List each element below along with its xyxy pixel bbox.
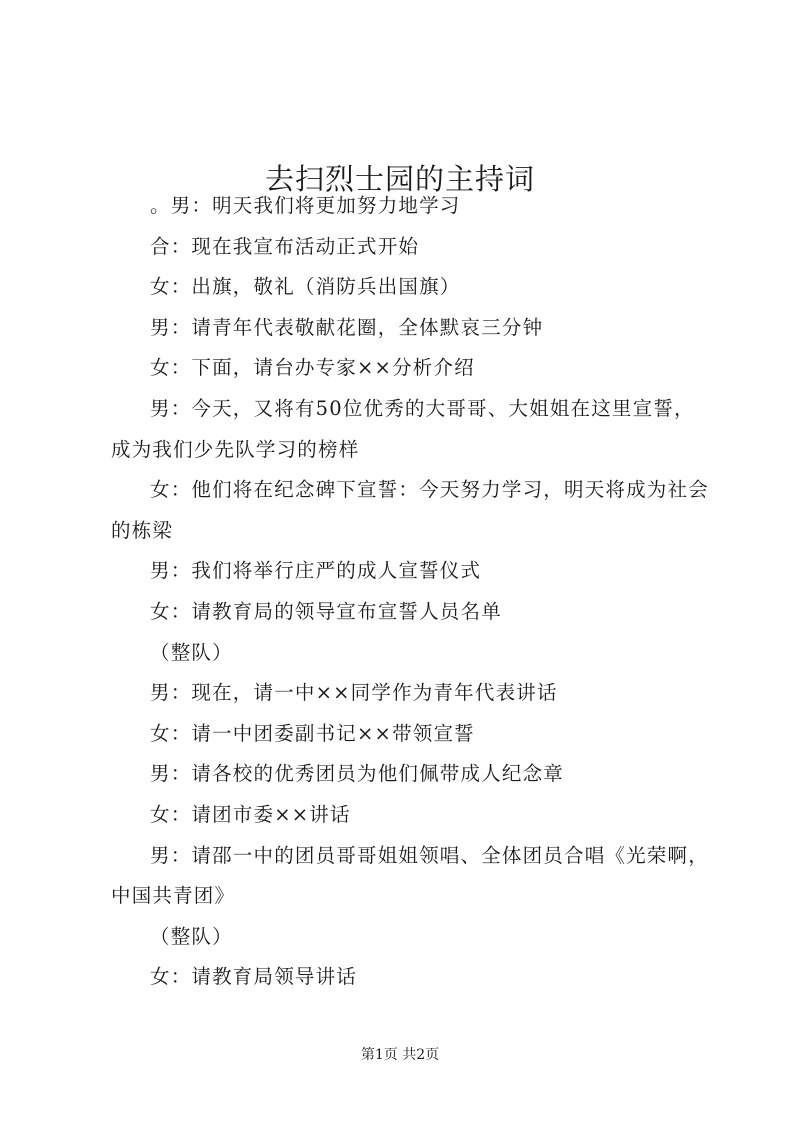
document-title: 去扫烈士园的主持词: [264, 162, 535, 197]
paragraph: 女：请团市委××讲话: [150, 802, 351, 826]
paragraph: 合：现在我宣布活动正式开始: [150, 234, 420, 258]
paragraph: 女：请教育局的领导宣布宣誓人员名单: [150, 599, 502, 623]
paragraph: 女：请一中团委副书记××带领宣誓: [150, 721, 475, 745]
paragraph: 男：请青年代表敬献花圈，全体默哀三分钟: [150, 315, 544, 339]
paragraph: 男：今天，又将有50位优秀的大哥哥、大姐姐在这里宣誓，成为我们少先队学习的榜样: [111, 396, 695, 461]
paragraph: 女：下面，请台办专家××分析介绍: [150, 356, 475, 380]
paragraph: （整队）: [150, 640, 233, 664]
page-number-footer: 第1页 共2页: [360, 1047, 440, 1063]
paragraph: 男：请各校的优秀团员为他们佩带成人纪念章: [150, 762, 565, 786]
paragraph: 女：他们将在纪念碑下宣誓：今天努力学习，明天将成为社会的栋梁: [111, 478, 709, 542]
paragraph: 女：请教育局领导讲话: [150, 965, 358, 989]
paragraph: 。男：明天我们将更加努力地学习: [150, 194, 461, 217]
paragraph: （整队）: [150, 924, 233, 948]
paragraph: 女：出旗，敬礼（消防兵出国旗）: [150, 275, 461, 299]
paragraph: 男：现在，请一中××同学作为青年代表讲话: [150, 681, 558, 705]
paragraph: 男：请邵一中的团员哥哥姐姐领唱、全体团员合唱《光荣啊，中国共青团》: [111, 843, 709, 908]
document-body: [111, 186, 715, 998]
paragraph: 男：我们将举行庄严的成人宣誓仪式: [150, 559, 482, 583]
